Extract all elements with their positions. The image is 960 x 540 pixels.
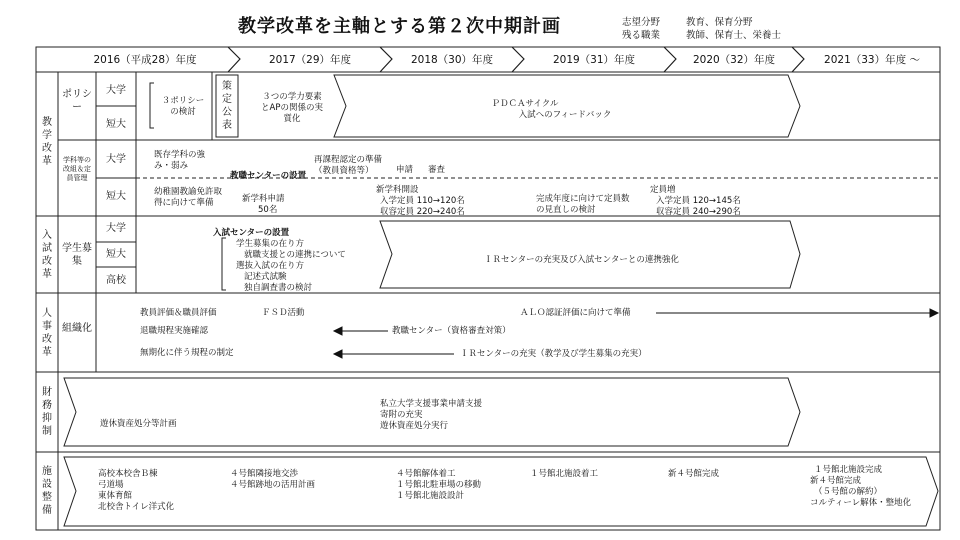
level-koko-nyushi: 高校 (106, 275, 126, 286)
pdca-text: ＰＤＣＡサイクル (491, 99, 559, 109)
kyoshoku-jinji-text: 教職センター（資格審査対策） (392, 326, 511, 336)
subcategory-policy: ポリシー (62, 89, 92, 113)
three-policy-text: ３ポリシーの検討 (161, 96, 205, 117)
saikatei-text: 再課程認定の準備（教員資格等） (314, 155, 383, 176)
shingakka-shinsei-text: 新学科申請 (242, 194, 285, 204)
zaimu-item: 寄附の充実 (380, 410, 423, 420)
category-kyogaku: 教学改革 (42, 117, 52, 167)
shisetsu-2017-item: ４号館跡地の活用計画 (230, 480, 316, 490)
ir-jinji-text: ＩＲセンターの充実（教学及び学生募集の充実） (460, 349, 647, 359)
kyoshoku-arrowhead (334, 327, 342, 335)
nyugaku2-text: 入学定員 120→145名 (656, 196, 741, 206)
year-label-2017: 2017（29）年度 (268, 54, 352, 66)
shisetsu-2016-item: 高校本校舎Ｂ棟 (98, 469, 158, 479)
nyushi-item: 独自調査書の検討 (244, 283, 313, 293)
shinsei-text: 申請 (396, 165, 414, 175)
category-zaimu: 財務抑制 (42, 387, 52, 437)
meta-label-1: 志望分野 (622, 17, 661, 28)
shuyo2-text: 収容定員 240→290名 (656, 207, 741, 217)
subcategory-gakka: 学科等の改組＆定員管理 (63, 156, 91, 182)
teiinzo-text: 定員増 (650, 185, 676, 195)
taishoku-text: 退職規程実施確認 (140, 326, 209, 336)
level-tandai-nyushi: 短大 (106, 249, 126, 260)
shisetsu-2016-item: 東体育館 (98, 491, 133, 501)
meta-label-2: 残る職業 (622, 30, 661, 41)
alo-text: ＡＬＯ認証評価に向けて準備 (520, 308, 631, 318)
year-label-2016: 2016（平成28）年度 (93, 54, 197, 66)
shisetsu-arrow (64, 457, 938, 526)
year-label-2020: 2020（32）年度 (692, 54, 776, 66)
nyushi-item: 就職支援との連携について (244, 250, 346, 260)
shisetsu-2021-item: コルティーレ解体・整地化 (810, 498, 912, 508)
shisetsu-2020-item: 新４号館完成 (668, 469, 720, 479)
level-daigaku-nyushi: 大学 (106, 223, 126, 234)
shinsa-text: 審査 (428, 165, 446, 175)
level-daigaku-gakka: 大学 (106, 154, 126, 165)
gojumei-text: 50名 (258, 205, 278, 215)
ir-nyushi-text: ＩＲセンターの充実及び入試センターとの連携強化 (484, 255, 679, 265)
year-label-2018: 2018（30）年度 (410, 54, 494, 66)
mukika-text: 無期化に伴う規程の制定 (140, 348, 234, 358)
level-tandai-policy: 短大 (106, 119, 126, 130)
nyushi-item: 記述式試験 (244, 272, 287, 282)
year-label-2019: 2019（31）年度 (552, 54, 636, 66)
ir-jinji-arrowhead (334, 350, 342, 358)
bracket-nyushi (222, 238, 226, 290)
category-nyushi: 入試改革 (42, 230, 52, 280)
shisetsu-2019-item: １号館北施設着工 (530, 469, 599, 479)
table-border (36, 72, 940, 530)
kyoshoku-center-text: 教職センターの設置 (230, 171, 307, 181)
zaimu-arrow (64, 378, 800, 446)
meta-value-1: 教育、保育分野 (686, 17, 753, 28)
shisetsu-2016-item: 北校舎トイレ洋式化 (98, 502, 175, 512)
shisetsu-2018-item: ４号館解体着工 (396, 469, 456, 479)
zaimu-item: 私立大学支援事業申請支援 (380, 399, 483, 409)
nyugaku1-text: 入学定員 110→120名 (380, 196, 465, 206)
three-elements-text: ３つの学力要素とAPの関係の実質化 (261, 92, 323, 124)
shuyo1-text: 収容定員 220→240名 (380, 207, 465, 217)
category-jinji: 人事改革 (42, 308, 52, 358)
kizon-text: 既存学科の強み・弱み (154, 150, 206, 171)
level-daigaku-policy: 大学 (106, 85, 126, 96)
meta-value-2: 教師、保育士、栄養士 (686, 30, 782, 41)
sakutei-text: 策定公表 (222, 81, 232, 131)
shisetsu-2018-item: １号館北駐車場の移動 (396, 480, 482, 490)
shisetsu-2018-item: １号館北施設設計 (396, 491, 465, 501)
shisetsu-2021-item: （５号館の解約） (814, 487, 883, 497)
subcategory-gakusei: 学生募集 (62, 243, 92, 267)
category-shisetsu: 施設整備 (42, 466, 52, 516)
kansei-text: 完成年度に向けて定員数の見直しの検討 (536, 194, 630, 215)
shisetsu-2017-item: ４号館隣接地交渉 (230, 469, 299, 479)
yukyu-text: 遊休資産処分等計画 (100, 419, 177, 429)
alo-arrowhead (930, 309, 938, 317)
nyushi-item: 選抜入試の在り方 (236, 261, 305, 271)
feedback-text: 入試へのフィードバック (518, 110, 612, 120)
nyushi-center-text: 入試センターの設置 (213, 228, 290, 238)
zaimu-item: 遊休資産処分実行 (380, 421, 449, 431)
shisetsu-2016-item: 弓道場 (98, 480, 124, 490)
subcategory-soshiki: 組織化 (62, 323, 92, 334)
yochien-text: 幼稚園教諭免許取得に向けて準備 (154, 187, 223, 208)
hyoka-text: 教員評価＆職員評価 (140, 308, 217, 318)
year-label-2021: 2021（33）年度 〜 (824, 54, 920, 66)
shisetsu-2021-item: 新４号館完成 (810, 476, 862, 486)
shisetsu-2021-item: １号館北施設完成 (814, 465, 883, 475)
nyushi-item: 学生募集の在り方 (236, 239, 305, 249)
level-tandai-gakka: 短大 (106, 191, 126, 202)
fsd-text: ＦＳＤ活動 (262, 308, 305, 318)
kaisetsu-text: 新学科開設 (376, 185, 419, 195)
page-title: 教学改革を主軸とする第２次中期計画 (238, 16, 561, 37)
bracket-policy (150, 83, 154, 128)
